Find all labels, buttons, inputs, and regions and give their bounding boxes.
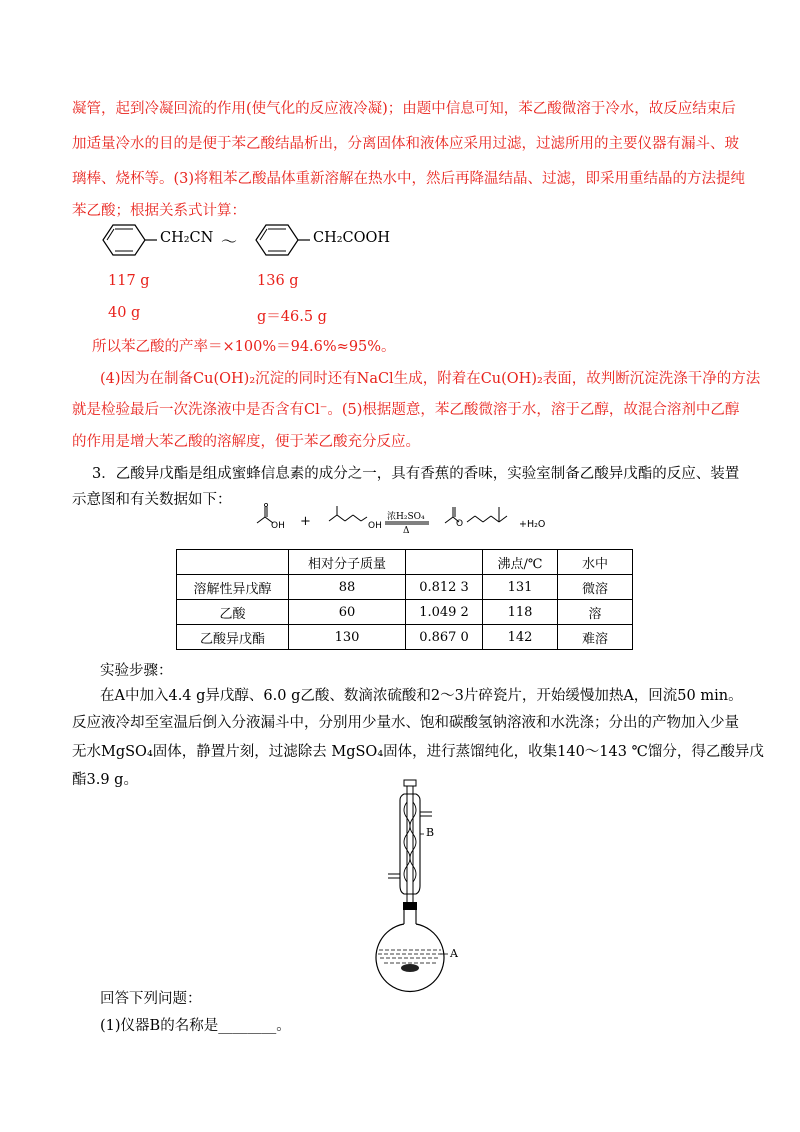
para2-line1: (4)因为在制备Cu(OH)₂沉淀的同时还有NaCl生成，附着在Cu(OH)₂表面，故判断沉淀洗涤干净的方法 (100, 371, 761, 387)
para1-line4: 苯乙酸；根据关系式计算： (72, 203, 246, 219)
table-header-cell: 沸点/℃ (483, 550, 558, 575)
table-cell: 118 (483, 600, 558, 625)
question3-line2: 示意图和有关数据如下： (72, 492, 232, 508)
reaction-oh2: OH (368, 521, 382, 531)
data-table (176, 549, 633, 650)
relation-right-group: CH₂COOH (313, 230, 391, 246)
reaction-ester-o: O (456, 519, 464, 529)
reflux-apparatus-diagram (360, 778, 480, 988)
benzene-ring-left-icon (95, 223, 155, 257)
benzene-ring-right-icon (248, 223, 308, 257)
table-cell: 乙酸 (177, 600, 289, 625)
isoamyl-acetate-structure (445, 507, 507, 523)
yield-text: 所以苯乙酸的产率＝×100%＝94.6%≈95%。 (92, 339, 396, 355)
table-cell: 1.049 2 (406, 600, 483, 625)
answer-q1: (1)仪器B的名称是________。 (100, 1018, 291, 1034)
apparatus-label-b: B (426, 826, 435, 839)
table-cell: 微溶 (558, 575, 633, 600)
table-cell: 乙酸异戊酯 (177, 625, 289, 650)
table-cell: 难溶 (558, 625, 633, 650)
mass1-right: 136 g (257, 273, 299, 289)
table-header-cell (406, 550, 483, 575)
table-cell: 溶 (558, 600, 633, 625)
para1-line2: 加适量冷水的目的是便于苯乙酸结晶析出，分离固体和液体应采用过滤，过滤所用的主要仪器有漏斗、玻 (72, 136, 739, 152)
apparatus-label-a: A (450, 947, 458, 960)
table-cell: 60 (289, 600, 406, 625)
table-cell: 溶解性异戊醇 (177, 575, 289, 600)
reaction-water: +H₂O (519, 519, 546, 530)
mass2-left: 40 g (108, 305, 141, 321)
table-cell: 131 (483, 575, 558, 600)
para1-line3: 璃棒、烧杯等。(3)将粗苯乙酸晶体重新溶解在热水中，然后再降温结晶、过滤，即采用重结晶的方法提纯 (72, 171, 746, 187)
isoamyl-alcohol-structure (329, 506, 367, 521)
reaction-delta: Δ (403, 526, 410, 536)
mass1-left: 117 g (108, 273, 150, 289)
table-cell: 130 (289, 625, 406, 650)
para2-line2: 就是检验最后一次洗涤液中是否含有Cl⁻。(5)根据题意，苯乙酸微溶于水，溶于乙醇，故混合溶剂中乙醇 (72, 402, 740, 418)
question3-line1: 3．乙酸异戊酯是组成蜜蜂信息素的成分之一，具有香蕉的香味，实验室制备乙酸异戊酯的反应、装置 (92, 466, 740, 482)
mass2-right: g＝46.5 g (257, 309, 327, 325)
table-cell: 0.867 0 (406, 625, 483, 650)
table-cell: 0.812 3 (406, 575, 483, 600)
table-row (177, 575, 633, 600)
table-header-cell: 相对分子质量 (289, 550, 406, 575)
table-cell: 88 (289, 575, 406, 600)
answer-heading: 回答下列问题： (100, 991, 202, 1007)
reaction-plus: + (300, 514, 311, 529)
para1-line1: 凝管，起到冷凝回流的作用(使气化的反应液冷凝)；由题中信息可知，苯乙酸微溶于冷水，故反应结束后 (72, 101, 736, 117)
table-cell: 142 (483, 625, 558, 650)
table-header-row (177, 550, 633, 575)
table-row (177, 600, 633, 625)
reaction-reagent: 浓H₂SO₄ (387, 512, 425, 522)
relation-tilde: ～ (221, 232, 238, 251)
steps-line3: 无水MgSO₄固体，静置片刻，过滤除去 MgSO₄固体，进行蒸馏纯化，收集140～143 ℃馏分，得乙酸异戊 (72, 744, 764, 760)
table-row (177, 625, 633, 650)
steps-line1: 在A中加入4.4 g异戊醇、6.0 g乙酸、数滴浓硫酸和2～3片碎瓷片，开始缓慢加热A，回流50 min。 (100, 688, 743, 704)
reaction-oh1: OH (271, 521, 285, 531)
steps-line2: 反应液冷却至室温后倒入分液漏斗中，分别用少量水、饱和碳酸氢钠溶液和水洗涤；分出的产物加入少量 (72, 715, 739, 731)
table-header-cell (177, 550, 289, 575)
relation-left-group: CH₂CN (160, 230, 214, 246)
steps-line4: 酯3.9 g。 (72, 772, 138, 788)
table-header-cell: 水中 (558, 550, 633, 575)
steps-heading: 实验步骤： (100, 663, 173, 679)
para2-line3: 的作用是增大苯乙酸的溶解度，便于苯乙酸充分反应。 (72, 434, 420, 450)
